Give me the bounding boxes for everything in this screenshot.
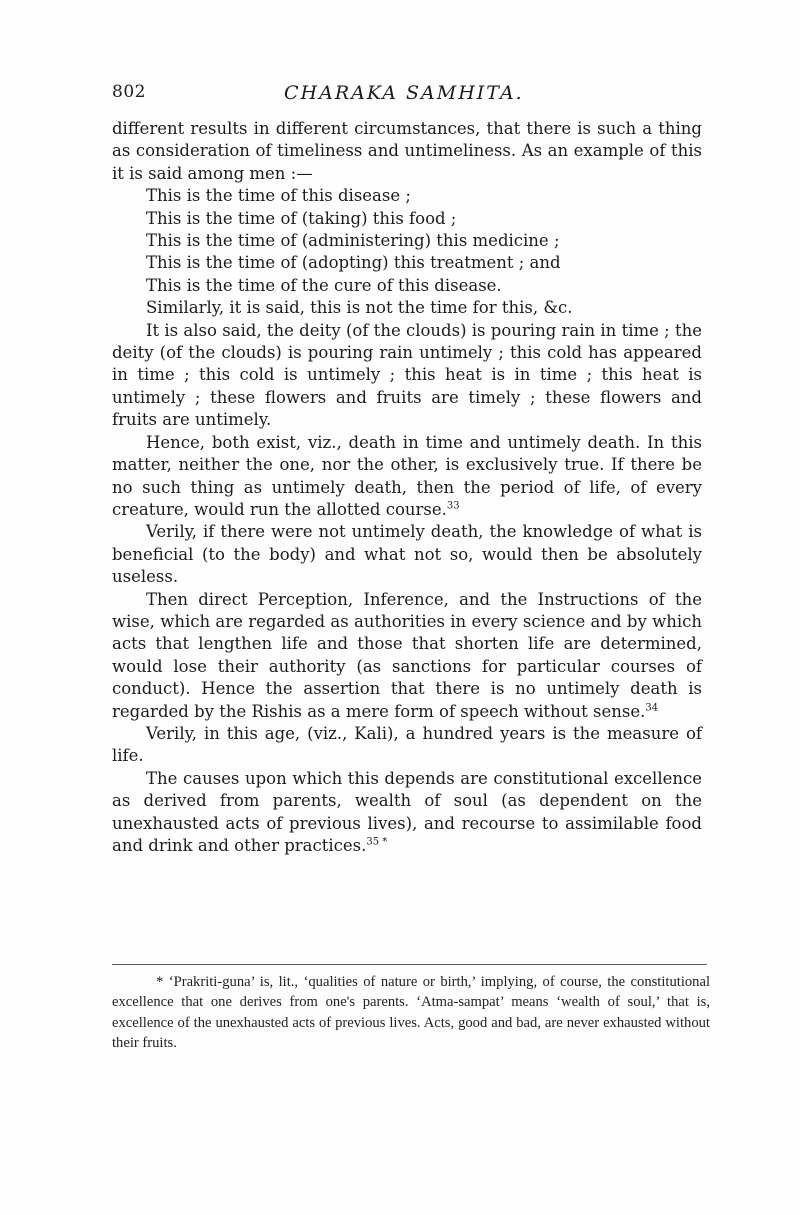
running-title: CHARAKA SAMHITA. <box>284 82 524 104</box>
page-number: 802 <box>112 82 146 102</box>
example-line: This is the time of this disease ; <box>146 186 411 206</box>
body-text <box>112 118 702 857</box>
footnote: * ‘Prakriti-guna’ is, lit., ‘qualities of nature or birth,’ implying, of course, the constitutional excellence that one derives from one's parents. ‘Atma-sampat’ means ‘wealth of soul,’ that is, excellence of the unexhausted acts of previous lives. Acts, good and bad, are never exhausted without their fruits. <box>112 974 710 1052</box>
paragraph: The causes upon which this depends are constitutional excellence as derived from parents, wealth of soul (as dependent on the unexhausted acts of previous lives), and recourse to assimilable food and drink and other practices.$^{35 *}$ <box>112 768 702 855</box>
example-line: This is the time of (adopting) this treatment ; and <box>146 253 561 273</box>
example-line: This is the time of (administering) this medicine ; <box>146 231 560 251</box>
example-line: This is the time of the cure of this disease. <box>146 275 502 295</box>
paragraph: Verily, if there were not untimely death, the knowledge of what is beneficial (to the body) and what not so, would then be absolutely useless. <box>112 522 702 587</box>
paragraph: Similarly, it is said, this is not the time for this, &c. <box>146 298 573 318</box>
footnote-ref: 34 <box>645 702 659 714</box>
footnote-ref: 35 * <box>366 836 388 848</box>
paragraph: Verily, in this age, (viz., Kali), a hundred years is the measure of life. <box>112 723 702 766</box>
footnote-ref: 33 <box>446 500 460 512</box>
page-header <box>112 82 712 108</box>
footnote-divider <box>112 964 707 965</box>
paragraph: Then direct Perception, Inference, and the Instructions of the wise, which are regarded as authorities in every science and by which acts that lengthen life and those that shorten life are determined, would lose their authority (as sanctions for particular courses of conduct). Hence the assertion that there is no untimely death is regarded by the Rishis as a mere form of speech without sense.$^{34}$ <box>112 589 702 721</box>
paragraph: different results in different circumstances, that there is such a thing as consideration of timeliness and untimeliness. As an example of this it is said among men :— <box>112 119 702 183</box>
example-line: This is the time of (taking) this food ; <box>146 208 457 228</box>
paragraph: It is also said, the deity (of the clouds) is pouring rain in time ; the deity (of the clouds) is pouring rain untimely ; this cold has appeared in time ; this cold is untimely ; this heat is in time ; this heat is untimely ; these flowers and fruits are timely ; these flowers and fruits are untimely. <box>112 320 702 430</box>
paragraph: Hence, both exist, viz., death in time and untimely death. In this matter, neither the one, nor the other, is exclusively true. If there be no such thing as untimely death, then the period of life, of every creature, would run the allotted course.$^{33}$ <box>112 432 702 519</box>
